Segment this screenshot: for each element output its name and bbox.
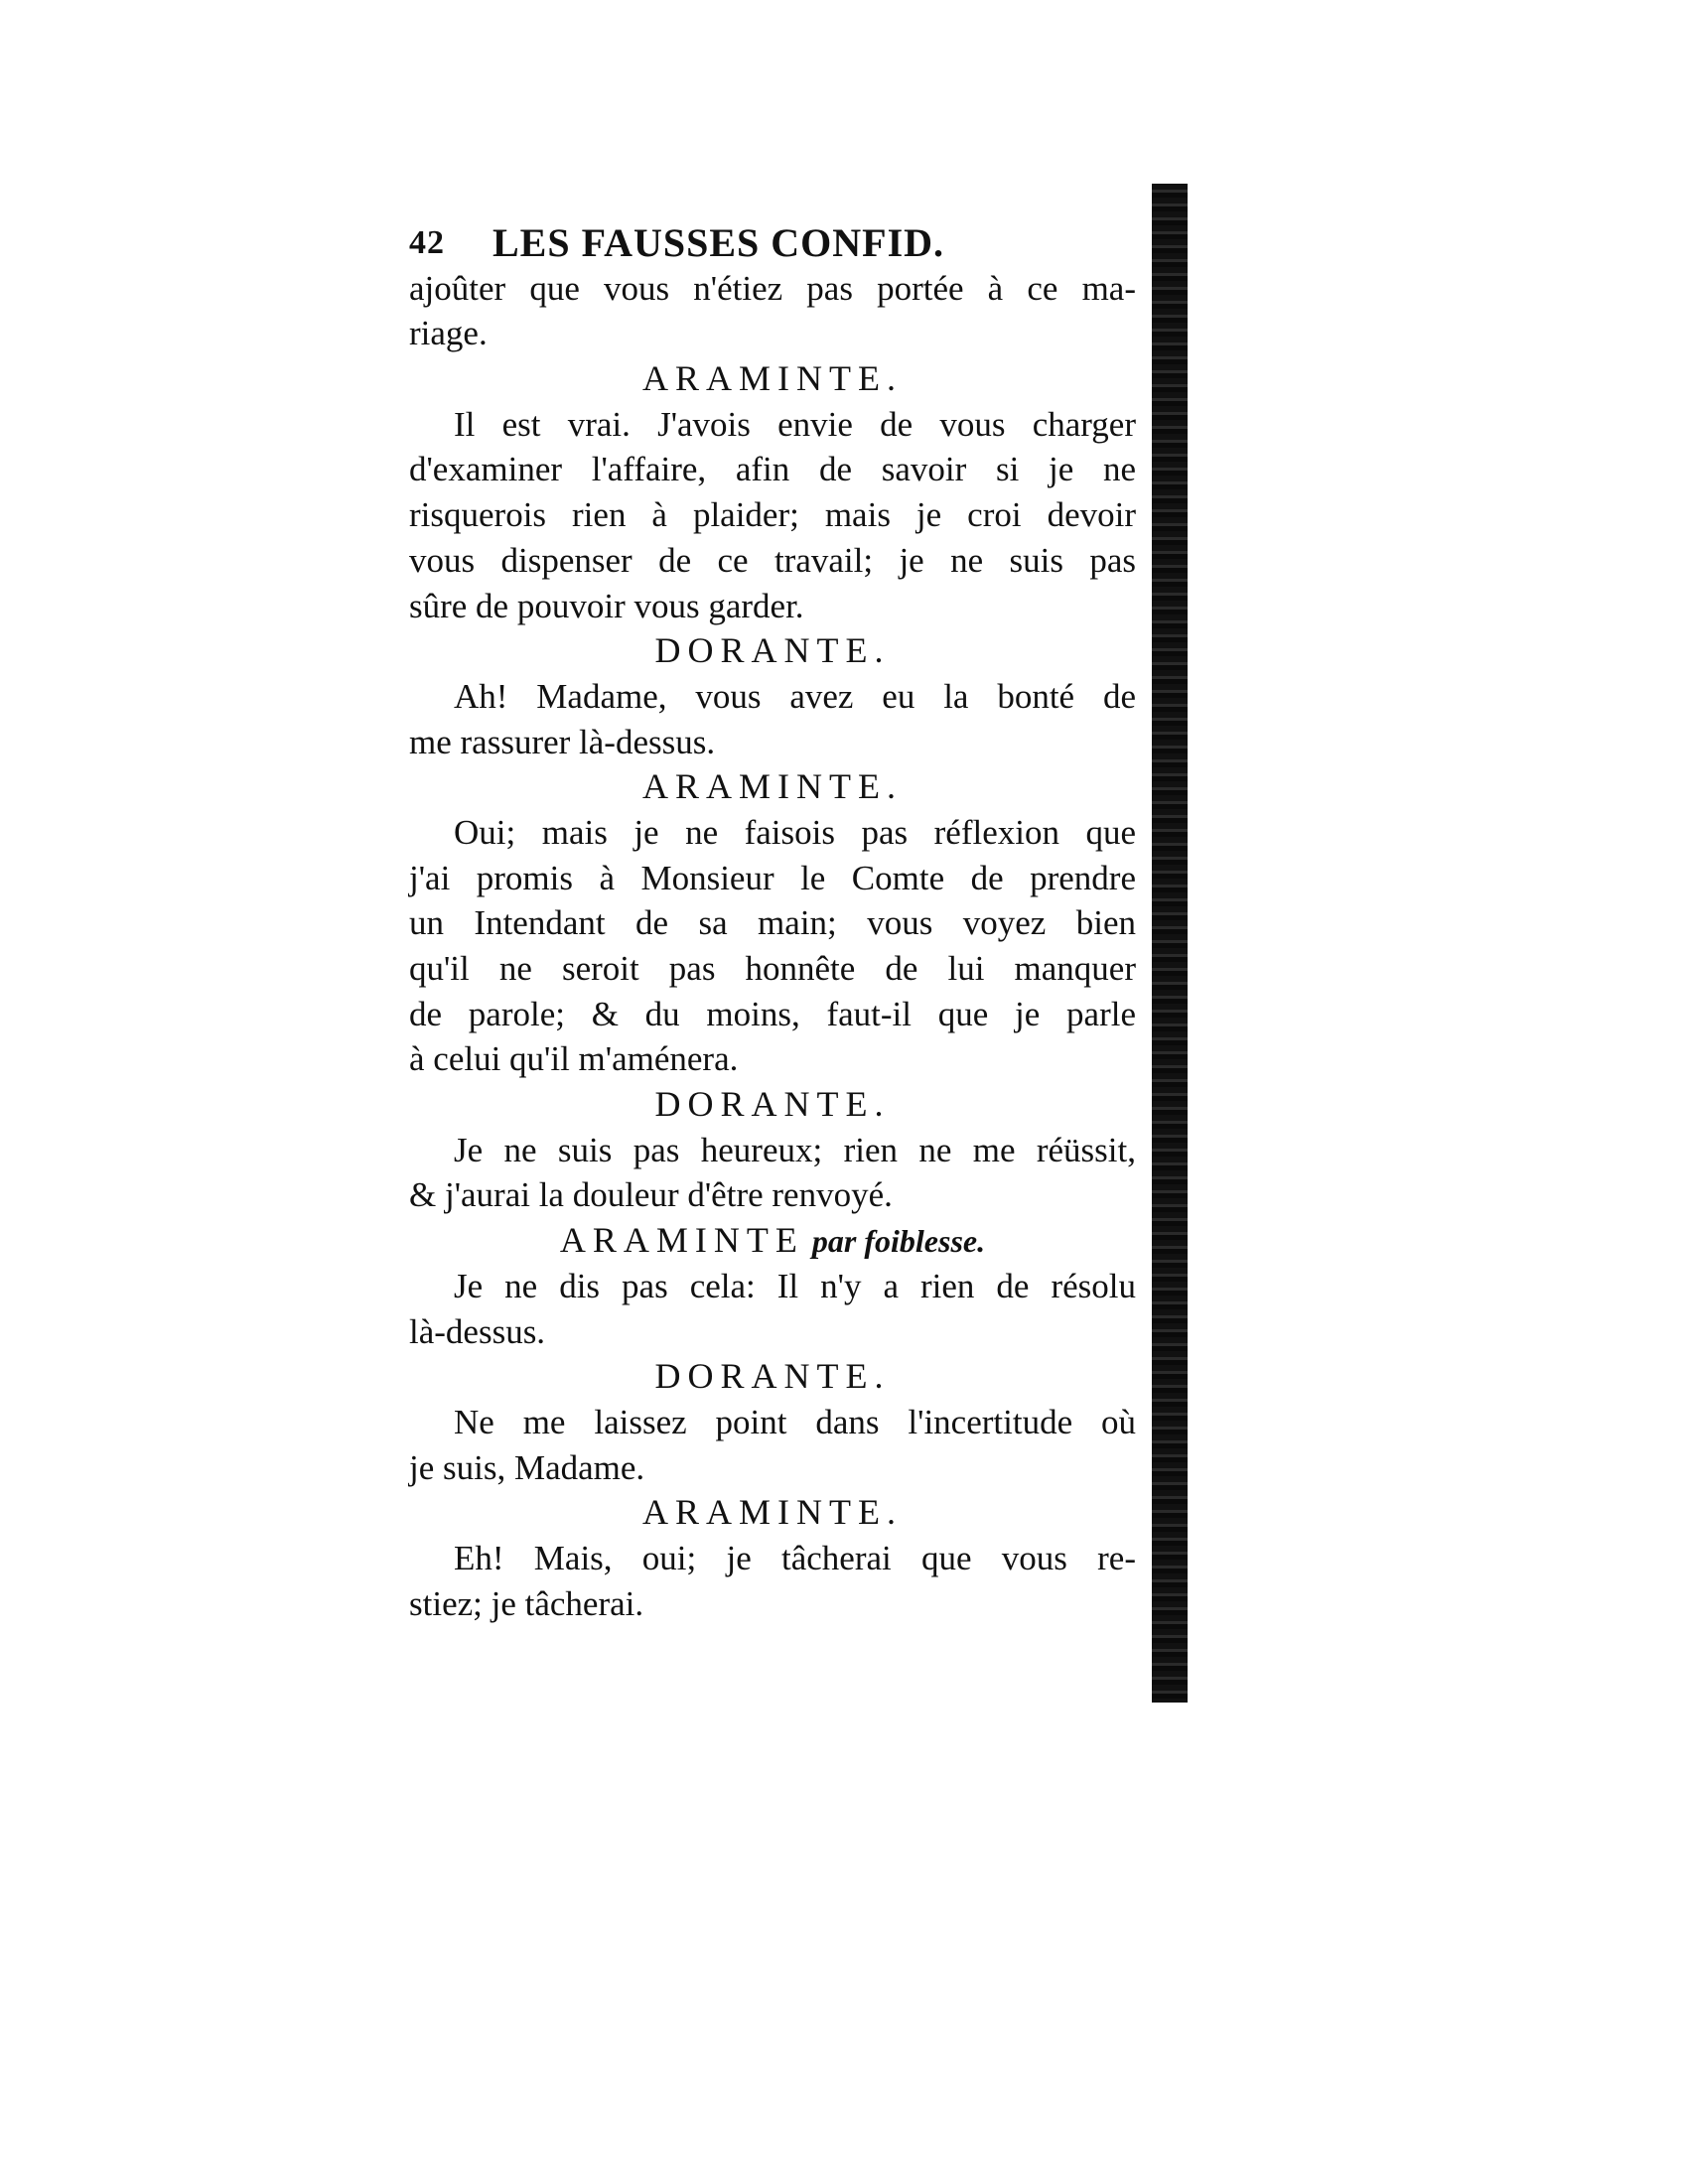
- line-text: un Intendant de sa main; vous voyez bien: [409, 903, 1136, 943]
- line-text: d'examiner l'affaire, afin de savoir si je ne: [409, 450, 1136, 489]
- line-text: stiez; je tâcherai.: [409, 1583, 644, 1623]
- text-line: [409, 856, 1136, 901]
- stage-direction: par foiblesse.: [811, 1223, 986, 1260]
- line-text: de parole; & du moins, faut-il que je parle: [409, 994, 1136, 1033]
- text-line: [409, 900, 1136, 946]
- line-text: sûre de pouvoir vous garder.: [409, 586, 804, 625]
- body-text: [409, 266, 1136, 1627]
- line-text: là-dessus.: [409, 1311, 546, 1351]
- line-text: & j'aurai la douleur d'être renvoyé.: [409, 1175, 893, 1215]
- text-line: [409, 311, 1136, 356]
- line-text: Ne me laissez point dans l'incertitude où: [454, 1402, 1136, 1441]
- speaker-name: [409, 356, 1136, 402]
- page-number: 42: [409, 224, 445, 261]
- text-line: [409, 1536, 1136, 1581]
- text-line: [409, 538, 1136, 584]
- line-text: riage.: [409, 314, 488, 353]
- book-page: [409, 220, 1136, 1626]
- line-text: j'ai promis à Monsieur le Comte de prendre: [409, 858, 1136, 897]
- speaker-label: ARAMINTE.: [642, 358, 903, 399]
- text-line: [409, 492, 1136, 538]
- line-text: Ah! Madame, vous avez eu la bonté de: [454, 676, 1136, 716]
- text-line: [409, 810, 1136, 856]
- line-text: me rassurer là-dessus.: [409, 722, 716, 761]
- text-line: [409, 720, 1136, 765]
- text-line: [409, 1264, 1136, 1309]
- text-line: [409, 946, 1136, 992]
- line-text: risquerois rien à plaider; mais je croi devoir: [409, 495, 1136, 535]
- text-line: [409, 266, 1136, 312]
- speaker-name: [409, 764, 1136, 810]
- speaker-name: [409, 628, 1136, 674]
- text-line: [409, 1172, 1136, 1218]
- text-line: [409, 1581, 1136, 1627]
- speaker-label: ARAMINTE: [559, 1220, 804, 1261]
- speaker-label: DORANTE.: [654, 1356, 891, 1397]
- line-text: ajoûter que vous n'étiez pas portée à ce ma-: [409, 268, 1136, 308]
- text-line: [409, 402, 1136, 448]
- text-line: [409, 447, 1136, 492]
- speaker-name: [409, 1082, 1136, 1128]
- line-text: Je ne dis pas cela: Il n'y a rien de résolu: [454, 1266, 1136, 1305]
- running-header: [409, 220, 1136, 266]
- line-text: Je ne suis pas heureux; rien ne me réüssit,: [454, 1130, 1136, 1169]
- speaker-name: [409, 1490, 1136, 1536]
- line-text: Il est vrai. J'avois envie de vous charger: [454, 404, 1136, 444]
- line-text: Oui; mais je ne faisois pas réflexion que: [454, 812, 1136, 852]
- text-line: [409, 584, 1136, 629]
- speaker-label: ARAMINTE.: [642, 766, 903, 807]
- text-line: [409, 1400, 1136, 1445]
- speaker-label: DORANTE.: [654, 630, 891, 671]
- line-text: qu'il ne seroit pas honnête de lui manquer: [409, 949, 1136, 988]
- line-text: à celui qu'il m'aménera.: [409, 1039, 739, 1079]
- text-line: [409, 1445, 1136, 1491]
- speaker-label: DORANTE.: [654, 1084, 891, 1125]
- line-text: vous dispenser de ce travail; je ne suis pas: [409, 540, 1136, 580]
- page-edge-shadow: [1152, 184, 1188, 1703]
- speaker-name: [409, 1218, 1136, 1264]
- text-line: [409, 992, 1136, 1037]
- speaker-label: ARAMINTE.: [642, 1492, 903, 1533]
- text-line: [409, 674, 1136, 720]
- text-line: [409, 1309, 1136, 1355]
- text-line: [409, 1128, 1136, 1173]
- running-title: LES FAUSSES CONFID.: [492, 220, 945, 265]
- line-text: Eh! Mais, oui; je tâcherai que vous re-: [454, 1538, 1136, 1577]
- speaker-name: [409, 1354, 1136, 1400]
- line-text: je suis, Madame.: [409, 1447, 645, 1487]
- text-line: [409, 1036, 1136, 1082]
